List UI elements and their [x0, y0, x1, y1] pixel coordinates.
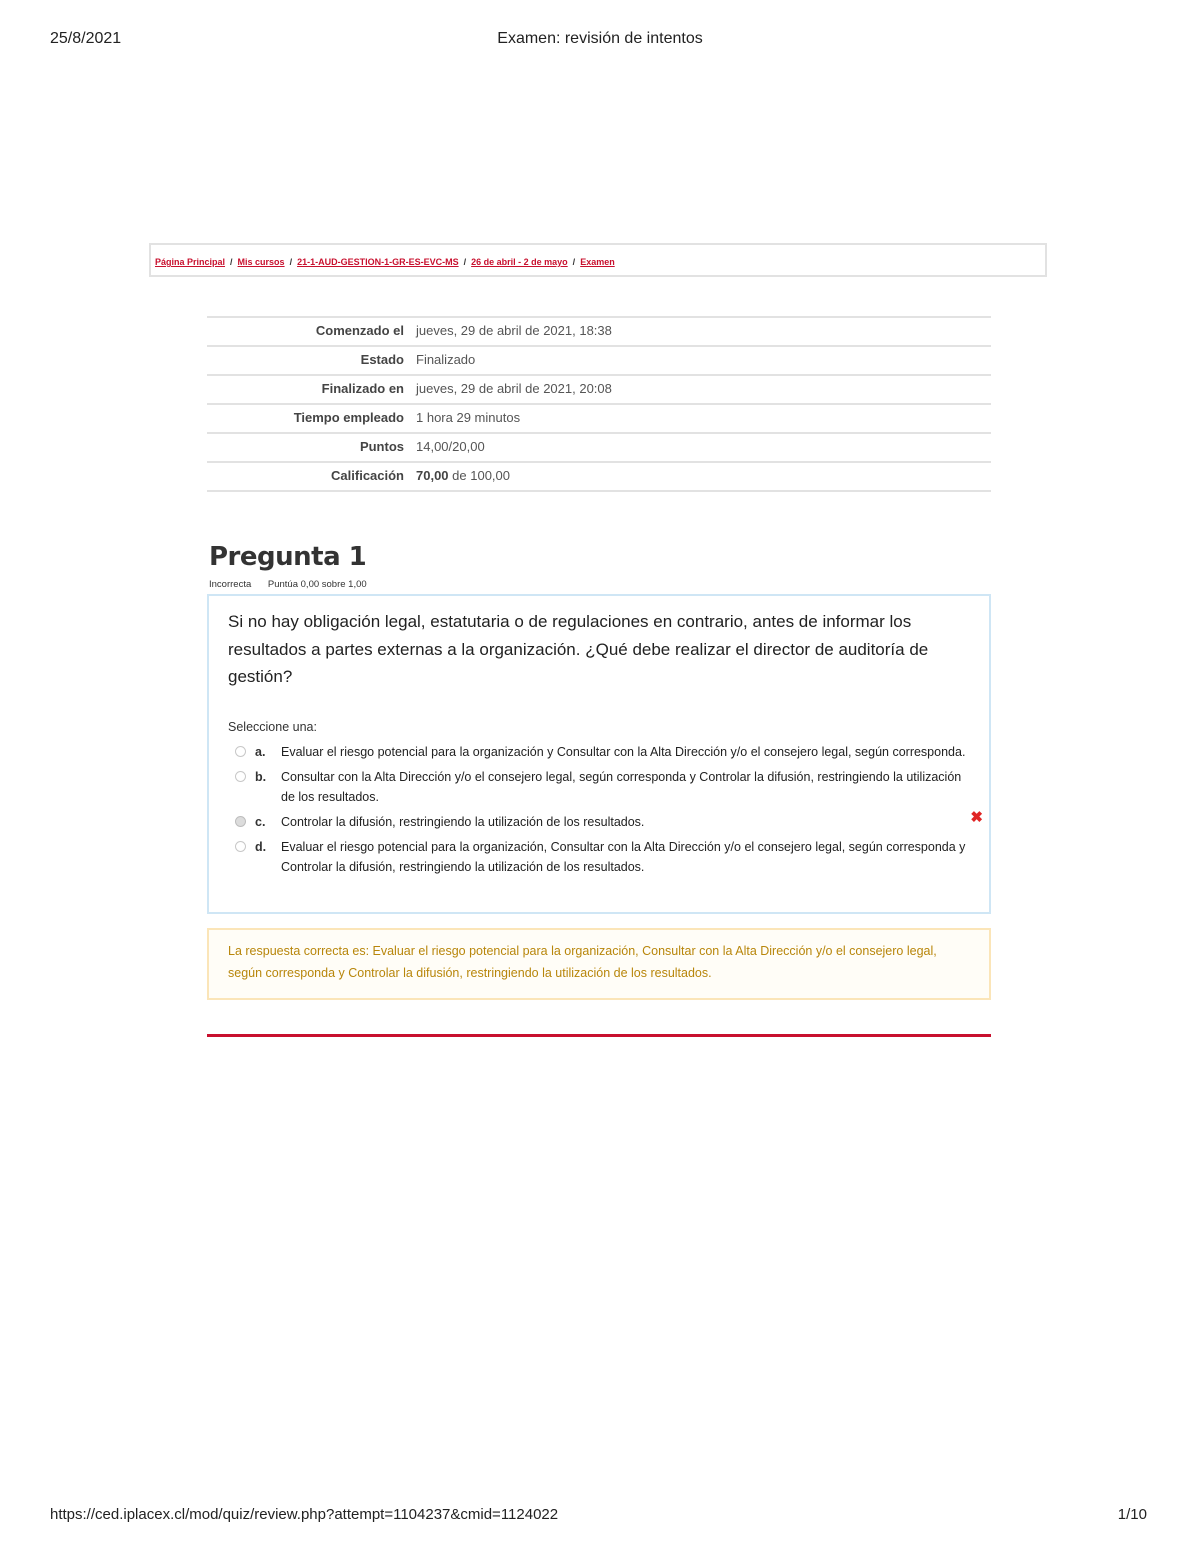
- grade-max: de 100,00: [448, 468, 510, 483]
- print-date: 25/8/2021: [50, 30, 122, 47]
- breadcrumb-separator: /: [463, 257, 467, 267]
- summary-value: jueves, 29 de abril de 2021, 20:08: [416, 375, 991, 404]
- question-text: Si no hay obligación legal, estatutaria o de regulaciones en contrario, antes de informar los resultados a partes externas a la organización. ¿Qué debe realizar el director de auditoría de gestión?: [228, 612, 929, 686]
- breadcrumb-bar: [149, 243, 1047, 277]
- option-letter: b.: [255, 770, 267, 784]
- summary-row-started: [207, 317, 991, 346]
- breadcrumb-course-link[interactable]: 21-1-AUD-GESTION-1-GR-ES-EVC-MS: [297, 257, 459, 267]
- section-divider: [207, 1034, 991, 1037]
- answer-option-c[interactable]: [233, 809, 983, 832]
- print-page-number: 1/10: [1117, 1506, 1147, 1523]
- question-title: Pregunta 1: [209, 542, 367, 572]
- answer-option-a[interactable]: [233, 742, 973, 762]
- print-header: [0, 30, 1200, 50]
- summary-value: jueves, 29 de abril de 2021, 18:38: [416, 317, 991, 346]
- breadcrumb-exam-link[interactable]: Examen: [580, 257, 615, 267]
- summary-row-state: [207, 346, 991, 375]
- summary-label: Tiempo empleado: [207, 404, 416, 433]
- option-letter: a.: [255, 745, 266, 759]
- summary-label: Comenzado el: [207, 317, 416, 346]
- summary-value: 1 hora 29 minutos: [416, 404, 991, 433]
- option-text: Consultar con la Alta Dirección y/o el consejero legal, según corresponda y Controlar la difusión, restringiendo la utilización de los resultados.: [281, 770, 962, 804]
- summary-value: Finalizado: [416, 346, 991, 375]
- summary-value: 14,00/20,00: [416, 433, 991, 462]
- radio-button[interactable]: [235, 841, 246, 852]
- correct-answer-feedback: [207, 928, 991, 1000]
- option-letter: d.: [255, 840, 267, 854]
- summary-row-time-taken: [207, 404, 991, 433]
- summary-label: Estado: [207, 346, 416, 375]
- option-text: Controlar la difusión, restringiendo la utilización de los resultados.: [281, 815, 645, 829]
- option-letter: c.: [255, 815, 266, 829]
- radio-button-selected[interactable]: [235, 816, 246, 827]
- summary-value: [416, 462, 991, 491]
- summary-label: Puntos: [207, 433, 416, 462]
- answer-option-d[interactable]: [233, 837, 973, 877]
- answer-options: [233, 742, 983, 882]
- summary-label: Calificación: [207, 462, 416, 491]
- attempt-summary-table: [207, 316, 991, 492]
- radio-button[interactable]: [235, 746, 246, 757]
- feedback-text: La respuesta correcta es: Evaluar el riesgo potencial para la organización, Consultar con la Alta Dirección y/o el consejero legal, según corresponda y Controlar la difusión, restringiendo la utilización de los resultados.: [228, 944, 937, 980]
- print-url: https://ced.iplacex.cl/mod/quiz/review.php?attempt=1104237&cmid=1124022: [50, 1506, 559, 1523]
- breadcrumb: [155, 257, 615, 267]
- question-score: Puntúa 0,00 sobre 1,00: [267, 579, 367, 590]
- question-box: [207, 594, 991, 914]
- incorrect-x-icon: ✖: [970, 809, 983, 826]
- select-one-label: Seleccione una:: [228, 720, 317, 734]
- option-text: Evaluar el riesgo potencial para la organización y Consultar con la Alta Dirección y/o el consejero legal, según corresponda.: [281, 745, 966, 759]
- print-title: Examen: revisión de intentos: [497, 30, 703, 47]
- print-footer: [0, 1506, 1200, 1526]
- summary-row-points: [207, 433, 991, 462]
- breadcrumb-separator: /: [572, 257, 576, 267]
- breadcrumb-my-courses-link[interactable]: Mis cursos: [237, 257, 285, 267]
- summary-row-finished: [207, 375, 991, 404]
- question-status: Incorrecta: [209, 579, 252, 590]
- summary-label: Finalizado en: [207, 375, 416, 404]
- breadcrumb-home-link[interactable]: Página Principal: [155, 257, 226, 267]
- breadcrumb-separator: /: [289, 257, 293, 267]
- answer-option-b[interactable]: [233, 767, 973, 807]
- breadcrumb-separator: /: [230, 257, 233, 267]
- grade-value: 70,00: [416, 468, 449, 483]
- question-meta: [209, 579, 381, 590]
- breadcrumb-week-link[interactable]: 26 de abril - 2 de mayo: [471, 257, 568, 267]
- summary-row-grade: [207, 462, 991, 491]
- radio-button[interactable]: [235, 771, 246, 782]
- option-text: Evaluar el riesgo potencial para la organización, Consultar con la Alta Dirección y/o el consejero legal, según corresponda y Controlar la difusión, restringiendo la utilización de los resultados.: [281, 840, 966, 874]
